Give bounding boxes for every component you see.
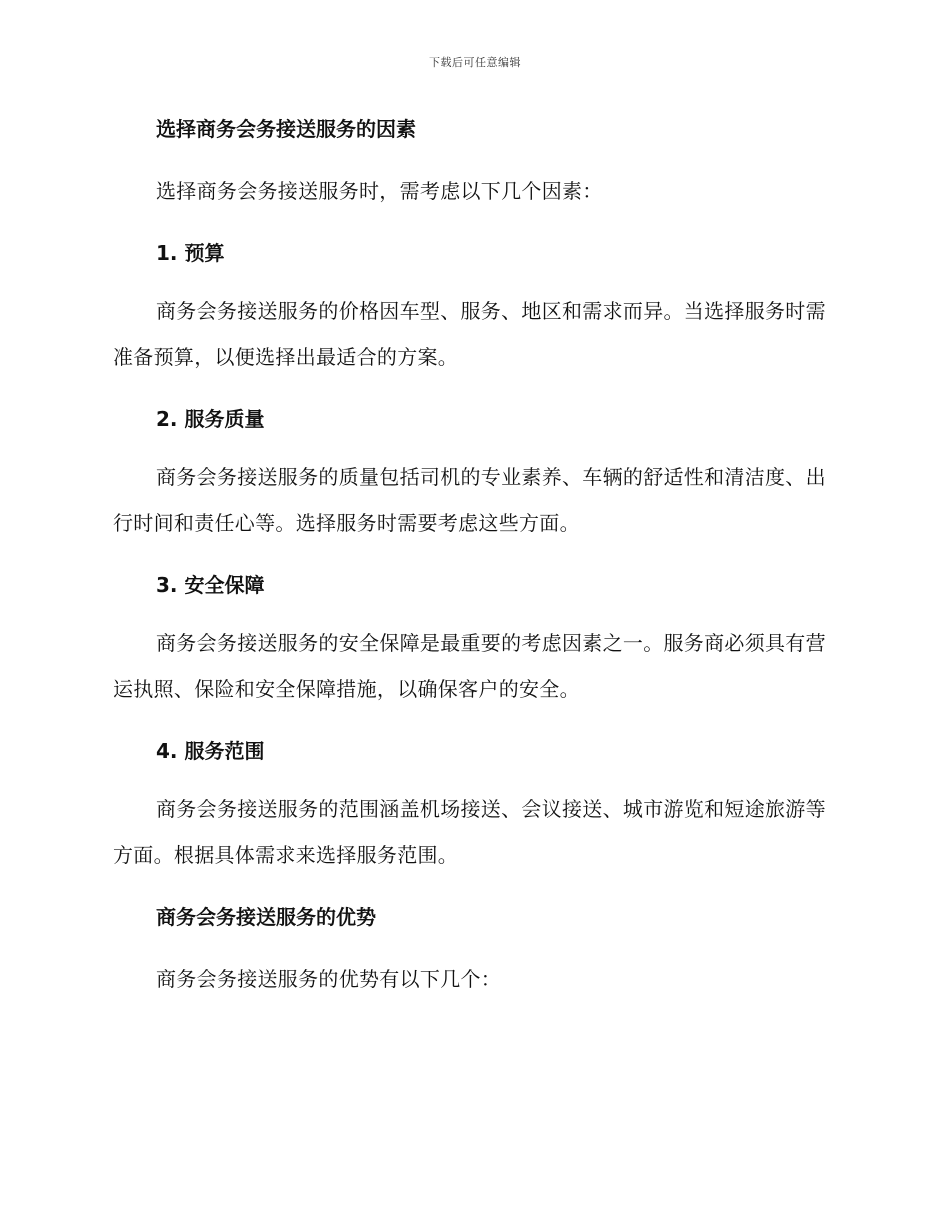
heading-service-quality: 2. 服务质量 <box>156 407 265 431</box>
paragraph-budget: 商务会务接送服务的价格因车型、服务、地区和需求而异。当选择服务时需准备预算，以便选择出最适合的方案。 <box>113 299 826 369</box>
paragraph-advantages-intro: 商务会务接送服务的优势有以下几个： <box>156 967 502 991</box>
heading-budget: 1. 预算 <box>156 241 225 265</box>
heading-safety: 3. 安全保障 <box>156 573 265 597</box>
intro-paragraph: 选择商务会务接送服务时，需考虑以下几个因素： <box>156 179 603 203</box>
section-heading-factors: 选择商务会务接送服务的因素 <box>156 117 416 141</box>
heading-service-scope: 4. 服务范围 <box>156 739 265 763</box>
paragraph-service-scope: 商务会务接送服务的范围涵盖机场接送、会议接送、城市游览和短途旅游等方面。根据具体需求来选择服务范围。 <box>113 797 826 867</box>
paragraph-service-quality: 商务会务接送服务的质量包括司机的专业素养、车辆的舒适性和清洁度、出行时间和责任心等。选择服务时需要考虑这些方面。 <box>113 465 826 535</box>
section-heading-advantages: 商务会务接送服务的优势 <box>156 905 376 929</box>
paragraph-safety: 商务会务接送服务的安全保障是最重要的考虑因素之一。服务商必须具有营运执照、保险和安全保障措施，以确保客户的安全。 <box>113 631 826 701</box>
page-header-note: 下载后可任意编辑 <box>429 56 521 69</box>
document-body <box>113 112 833 1002</box>
